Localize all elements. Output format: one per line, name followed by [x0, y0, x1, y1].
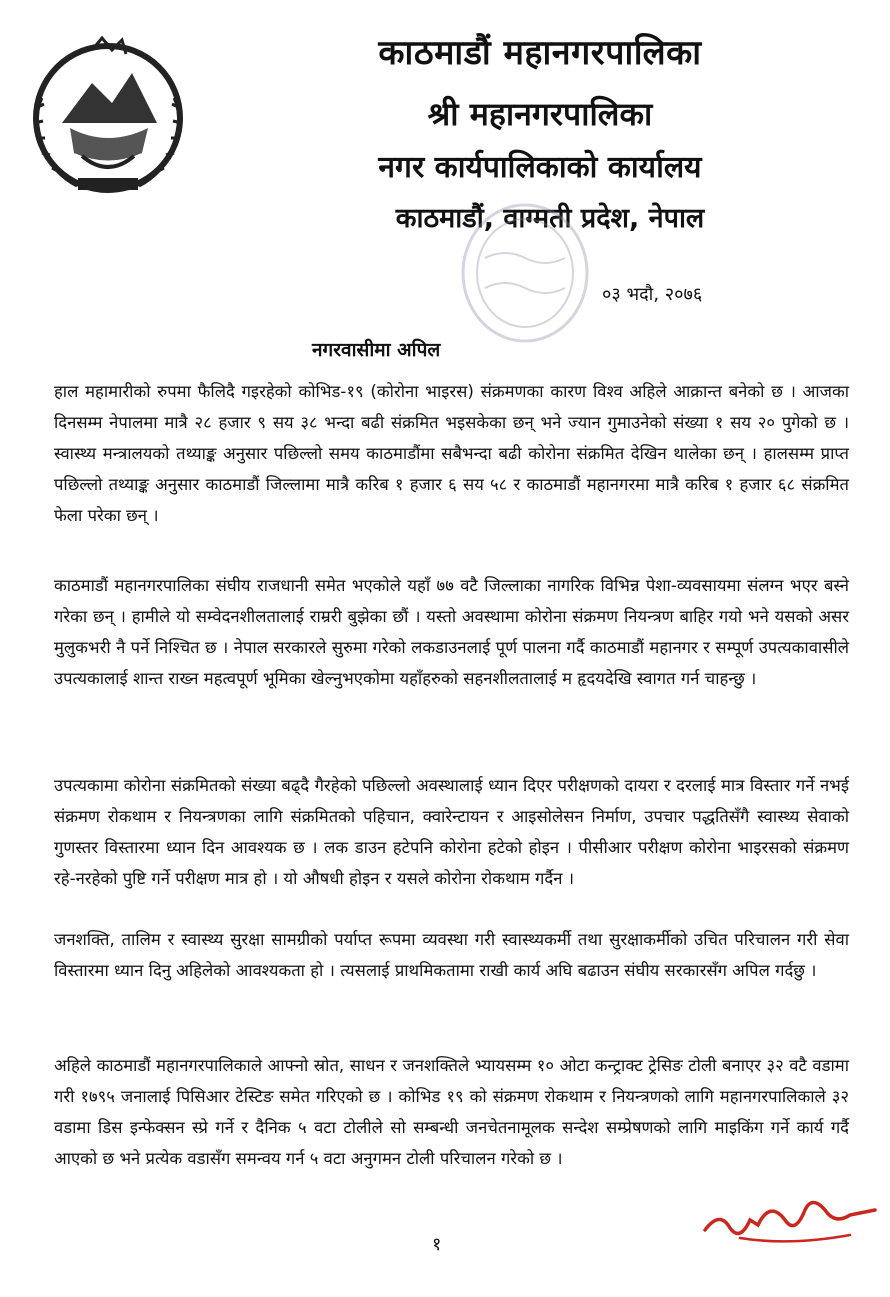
municipality-title: काठमाडौं महानगरपालिका [378, 33, 702, 73]
office-address: काठमाडौं, वाग्मती प्रदेश, नेपाल [395, 203, 705, 234]
paragraph-1: हाल महामारीको रुपमा फैलिदै गइरहेको कोभिड-१९ (कोरोना भाइरस) संक्रमणका कारण विश्व अहिले आक्रान्त बनेको छ । आजका दिनसम्म नेपालमा मात्रै २८ हजार ९ सय ३८ भन्दा बढी संक्रमित भइसकेका छन् भने ज्यान गुमाउनेको संख्या १ सय २० पुगेको छ । स्वास्थ्य मन्त्रालयको तथ्याङ्क अनुसार पछिल्लो समय काठमाडौंमा सबैभन्दा बढी कोरोना संक्रमित देखिन थालेका छन् । हालसम्म प्राप्त पछिल्लो तथ्याङ्क अनुसार काठमाडौं जिल्लामा मात्रै करिब १ हजार ६ सय ५८ र काठमाडौं महानगरमा मात्रै करिब १ हजार ६८ संक्रमित फेला परेका छन् । [54, 382, 849, 525]
page-number: १ [432, 1234, 442, 1255]
letter-subject: नगरवासीमा अपिल [312, 339, 441, 361]
office-title: नगर कार्यपालिकाको कार्यालय [378, 150, 702, 185]
municipality-title-script: श्री महानगरपालिका [427, 95, 653, 133]
paragraph-2: काठमाडौं महानगरपालिका संघीय राजधानी समेत भएकोले यहाँ ७७ वटै जिल्लाका नागरिक विभिन्न पेशा-व्यवसायमा संलग्न भएर बस्ने गरेका छन् । हामीले यो सम्वेदनशीलतालाई राम्ररी बुझेका छौं । यस्तो अवस्थामा कोरोना संक्रमण नियन्त्रण बाहिर गयो भने यसको असर मुलुकभरी नै पर्ने निश्चित छ । नेपाल सरकारले सुरुमा गरेको लकडाउनलाई पूर्ण पालना गर्दै काठमाडौं महानगर र सम्पूर्ण उपत्यकावासीले उपत्यकालाई शान्त राख्न महत्वपूर्ण भूमिका खेल्नुभएकोमा यहाँहरुको सहनशीलतालाई म हृदयदेखि स्वागत गर्न चाहन्छु । [54, 576, 849, 688]
paragraph-5: अहिले काठमाडौं महानगरपालिकाले आफ्नो स्रोत, साधन र जनशक्तिले भ्यायसम्म १० ओटा कन्ट्राक्ट ट्रेसिङ टोली बनाएर ३२ वटै वडामा गरी १७९५ जनालाई पिसिआर टेस्टिङ समेत गरिएको छ । कोभिड १९ को संक्रमण रोकथाम र नियन्त्रणको लागि महानगरपालिकाले ३२ वडामा डिस इन्फेक्सन स्प्रे गर्ने र दैनिक ५ वटा टोलीले सो सम्बन्धी जनचेतनामूलक सन्देश सम्प्रेषणको लागि माइकिंग गर्ने कार्य गर्दै आएको छ भने प्रत्येक वडासँग समन्वय गर्न ५ वटा अनुगमन टोली परिचालन गरेको छ । [54, 1056, 849, 1168]
letter-date: ०३ भदौ, २०७६ [602, 284, 703, 305]
national-emblem-icon [22, 28, 194, 200]
paragraph-4: जनशक्ति, तालिम र स्वास्थ्य सुरक्षा सामग्रीको पर्याप्त रूपमा व्यवस्था गरी स्वास्थ्यकर्मी तथा सुरक्षाकर्मीको उचित परिचालन गरी सेवा विस्तारमा ध्यान दिनु अहिलेको आवश्यकता हो । त्यसलाई प्राथमिकतामा राखी कार्य अघि बढाउन संघीय सरकारसँग अपिल गर्दछु । [54, 930, 849, 980]
office-stamp-icon [455, 198, 595, 348]
paragraph-3: उपत्यकामा कोरोना संक्रमितको संख्या बढ्दै गैरहेको पछिल्लो अवस्थालाई ध्यान दिएर परीक्षणको दायरा र दरलाई मात्र विस्तार गर्ने नभई संक्रमण रोकथाम र नियन्त्रणका लागि संक्रमितको पहिचान, क्वारेन्टायन र आइसोलेसन निर्माण, उपचार पद्धतिसँगै स्वास्थ्य सेवाको गुणस्तर विस्तारमा ध्यान दिन आवश्यक छ । लक डाउन हटेपनि कोरोना हटेको होइन । पीसीआर परीक्षण कोरोना भाइरसको संक्रमण रहे-नरहेको पुष्टि गर्ने परीक्षण मात्र हो । यो औषधी होइन र यसले कोरोना रोकथाम गर्दैन । [54, 776, 849, 888]
signature-icon [700, 1180, 880, 1250]
